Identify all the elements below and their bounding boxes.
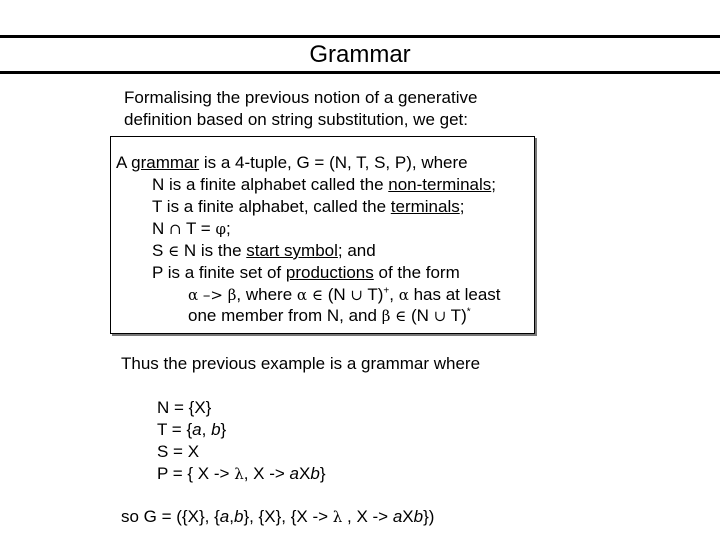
term-start-symbol: start symbol xyxy=(246,241,338,260)
term-grammar: grammar xyxy=(131,153,200,172)
conclusion-line: so G = ({X}, {a,b}, {X}, {X -> λ , X -> aXb}) xyxy=(121,507,435,526)
lambda-symbol: λ xyxy=(234,465,244,483)
definition-line-productions: P is a finite set of productions of the form xyxy=(152,263,460,282)
term-terminals: terminals xyxy=(390,197,460,216)
element-of-symbol: ∈ xyxy=(168,242,180,260)
lambda-symbol: λ xyxy=(332,508,343,526)
intro-line-1: Formalising the previous notion of a generative xyxy=(124,88,478,107)
slide-title: Grammar xyxy=(309,41,411,68)
term-non-terminals: non-terminals xyxy=(388,175,492,194)
definition-line-terminals: T is a finite alphabet, called the terminals; xyxy=(152,197,465,216)
definition-line-production-rhs: one member from N, and β ∈ (N ∪ T)* xyxy=(188,306,471,325)
example-intro: Thus the previous example is a grammar where xyxy=(121,354,481,373)
example-p-line: P = { X -> λ, X -> aXb} xyxy=(157,464,326,483)
bottom-rule xyxy=(0,71,720,74)
definition-line-start-symbol: S ∈ N is the start symbol; and xyxy=(152,241,376,260)
definition-line-production-form: α –> β, where α ∈ (N ∪ T)+, α has at least xyxy=(188,285,501,304)
definition-line-nonterminals: N is a finite alphabet called the non-terminals; xyxy=(152,175,496,194)
example-n-line: N = {X} xyxy=(157,398,212,417)
intersection-symbol: ∩ xyxy=(169,220,182,238)
definition-line-grammar: A grammar is a 4-tuple, G = (N, T, S, P), where xyxy=(116,153,468,172)
intro-paragraph xyxy=(124,87,477,131)
example-t-line: T = {a, b} xyxy=(157,420,227,439)
empty-set-symbol: φ xyxy=(215,220,226,238)
example-s-line: S = X xyxy=(157,442,200,461)
definition-line-intersection: N ∩ T = φ; xyxy=(152,219,231,238)
intro-line-2: definition based on string substitution, we get: xyxy=(124,110,468,129)
term-productions: productions xyxy=(285,263,374,282)
